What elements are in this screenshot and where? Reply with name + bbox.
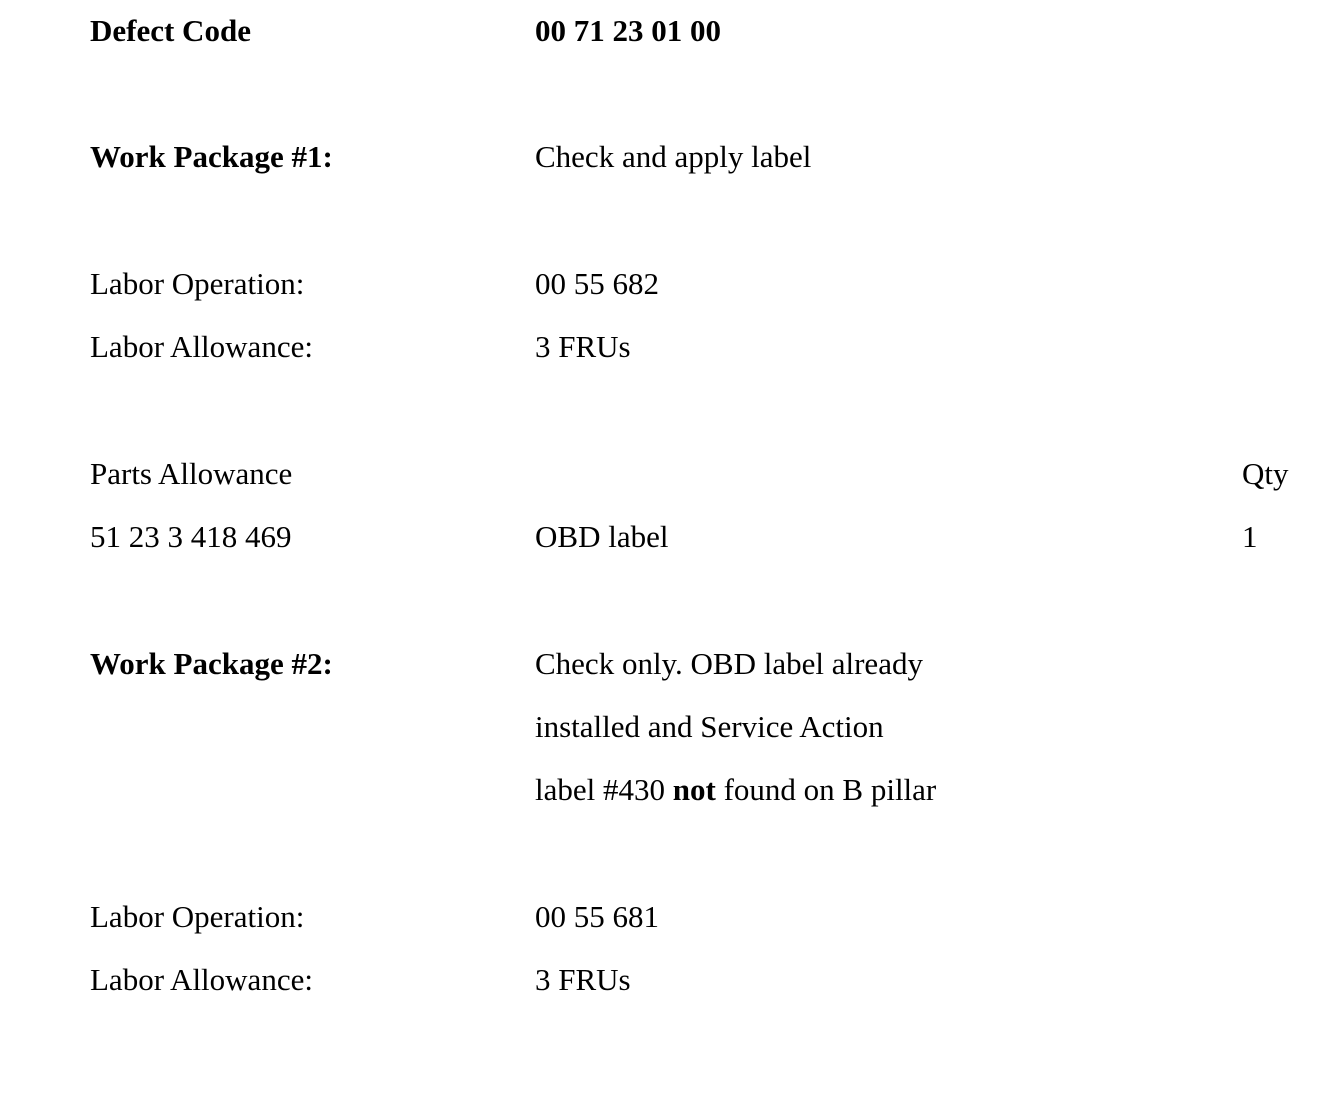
- wp2-labor-operation-value: 00 55 681: [535, 899, 659, 934]
- part-qty: 1: [1242, 519, 1258, 554]
- defect-code-label: Defect Code: [90, 13, 251, 48]
- part-description: OBD label: [535, 519, 669, 554]
- wp2-labor-allowance-value: 3 FRUs: [535, 962, 631, 997]
- work-package-2-label: Work Package #2:: [90, 646, 333, 681]
- wp1-labor-allowance-value: 3 FRUs: [535, 329, 631, 364]
- parts-qty-header: Qty: [1242, 456, 1289, 491]
- wp2-description-line-1: Check only. OBD label already: [535, 646, 923, 681]
- defect-code-value: 00 71 23 01 00: [535, 13, 721, 48]
- work-package-1-description: Check and apply label: [535, 139, 812, 174]
- wp2-labor-allowance-label: Labor Allowance:: [90, 962, 313, 997]
- wp1-labor-operation-label: Labor Operation:: [90, 266, 305, 301]
- wp2-description-line-3: [535, 772, 936, 808]
- wp1-labor-operation-value: 00 55 682: [535, 266, 659, 301]
- wp2-description-line-2: installed and Service Action: [535, 709, 884, 744]
- parts-allowance-header: Parts Allowance: [90, 456, 293, 491]
- wp2-labor-operation-label: Labor Operation:: [90, 899, 305, 934]
- wp2-line-3-prefix: label #430: [535, 772, 673, 807]
- wp2-line-3-suffix: found on B pillar: [715, 772, 937, 807]
- work-package-1-label: Work Package #1:: [90, 139, 333, 174]
- wp2-line-3-emphasis: not: [672, 772, 716, 807]
- wp1-labor-allowance-label: Labor Allowance:: [90, 329, 313, 364]
- part-number: 51 23 3 418 469: [90, 519, 292, 554]
